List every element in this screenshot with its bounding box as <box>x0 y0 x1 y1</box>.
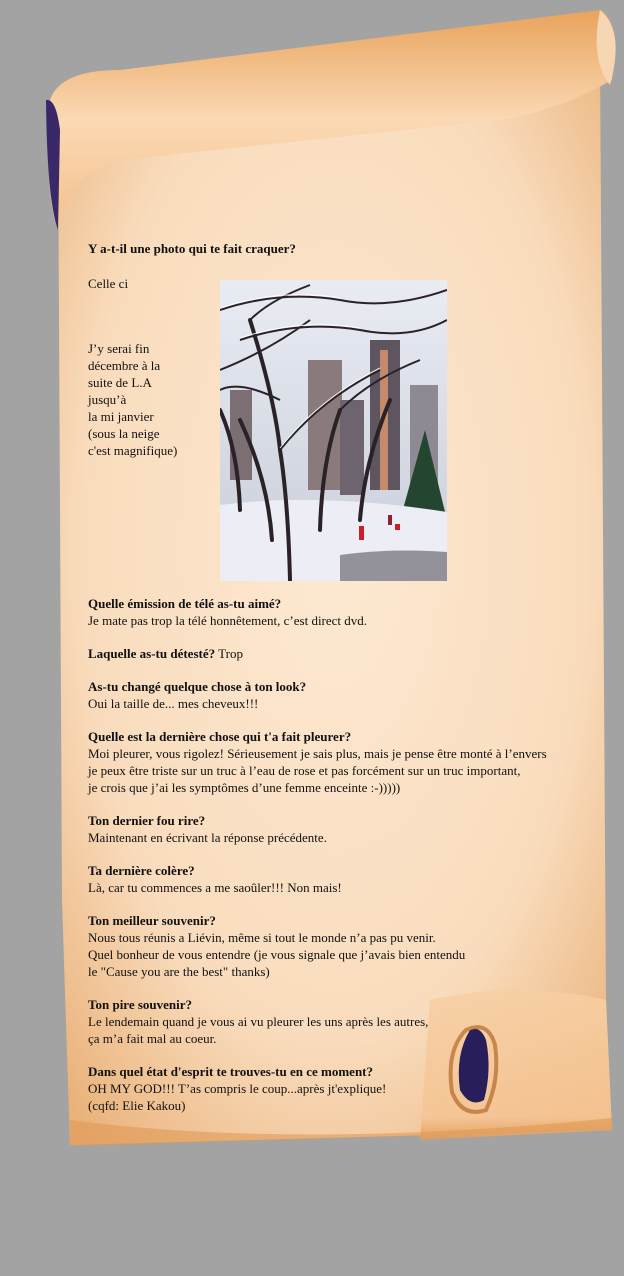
qa-item <box>88 996 598 1047</box>
intro-answer: Celle ci <box>88 276 129 291</box>
qa-item <box>88 678 598 712</box>
qa-item <box>88 912 598 980</box>
question: Laquelle as-tu détesté? <box>88 646 216 661</box>
qa-item <box>88 1063 598 1114</box>
qa-item <box>88 645 598 662</box>
answer-line: Le lendemain quand je vous ai vu pleurer les uns après les autres, <box>88 1014 429 1029</box>
answer-line: le "Cause you are the best" thanks) <box>88 964 270 979</box>
answer-line: OH MY GOD!!! T’as compris le coup...après jt'explique! <box>88 1081 387 1096</box>
answer-line: je crois que j’ai les symptômes d’une femme enceinte :-))))) <box>88 780 401 795</box>
intro-note <box>88 340 208 459</box>
intro-note-line: (sous la neige <box>88 426 160 441</box>
qa-item <box>88 595 598 629</box>
intro-note-line: suite de L.A <box>88 375 152 390</box>
qa-item <box>88 812 598 846</box>
answer-line: Moi pleurer, vous rigolez! Sérieusement je sais plus, mais je pense être monté à l’envers <box>88 746 547 761</box>
intro-note-line: décembre à la <box>88 358 161 373</box>
qa-item <box>88 728 598 796</box>
question: Ton pire souvenir? <box>88 997 193 1012</box>
intro-note-line: J’y serai fin <box>88 341 150 356</box>
answer-line: Quel bonheur de vous entendre (je vous signale que j’avais bien entendu <box>88 947 466 962</box>
question: Dans quel état d'esprit te trouves-tu en ce moment? <box>88 1064 373 1079</box>
intro-note-line: c'est magnifique) <box>88 443 178 458</box>
intro-section <box>88 240 598 580</box>
answer-inline: Trop <box>218 646 243 661</box>
qa-list <box>88 595 598 1130</box>
answer-line: je peux être triste sur un truc à l’eau de rose et pas forcément sur un truc important, <box>88 763 521 778</box>
answer-line: ça m’a fait mal au coeur. <box>88 1031 217 1046</box>
question: As-tu changé quelque chose à ton look? <box>88 679 307 694</box>
answer-line: Nous tous réunis a Liévin, même si tout le monde n’a pas pu venir. <box>88 930 436 945</box>
snowy-park-photo <box>220 280 447 581</box>
question: Ton dernier fou rire? <box>88 813 206 828</box>
qa-item <box>88 862 598 896</box>
intro-note-line: la mi janvier <box>88 409 154 424</box>
answer-line: (cqfd: Elie Kakou) <box>88 1098 186 1113</box>
answer-line: Maintenant en écrivant la réponse précédente. <box>88 830 327 845</box>
intro-question: Y a-t-il une photo qui te fait craquer? <box>88 241 296 256</box>
answer-line: Là, car tu commences a me saoûler!!! Non mais! <box>88 880 342 895</box>
question: Ton meilleur souvenir? <box>88 913 216 928</box>
intro-note-line: jusqu’à <box>88 392 127 407</box>
answer-line: Oui la taille de... mes cheveux!!! <box>88 696 259 711</box>
answer-line: Je mate pas trop la télé honnêtement, c’est direct dvd. <box>88 613 368 628</box>
question: Ta dernière colère? <box>88 863 195 878</box>
question: Quelle émission de télé as-tu aimé? <box>88 596 282 611</box>
question: Quelle est la dernière chose qui t'a fait pleurer? <box>88 729 352 744</box>
